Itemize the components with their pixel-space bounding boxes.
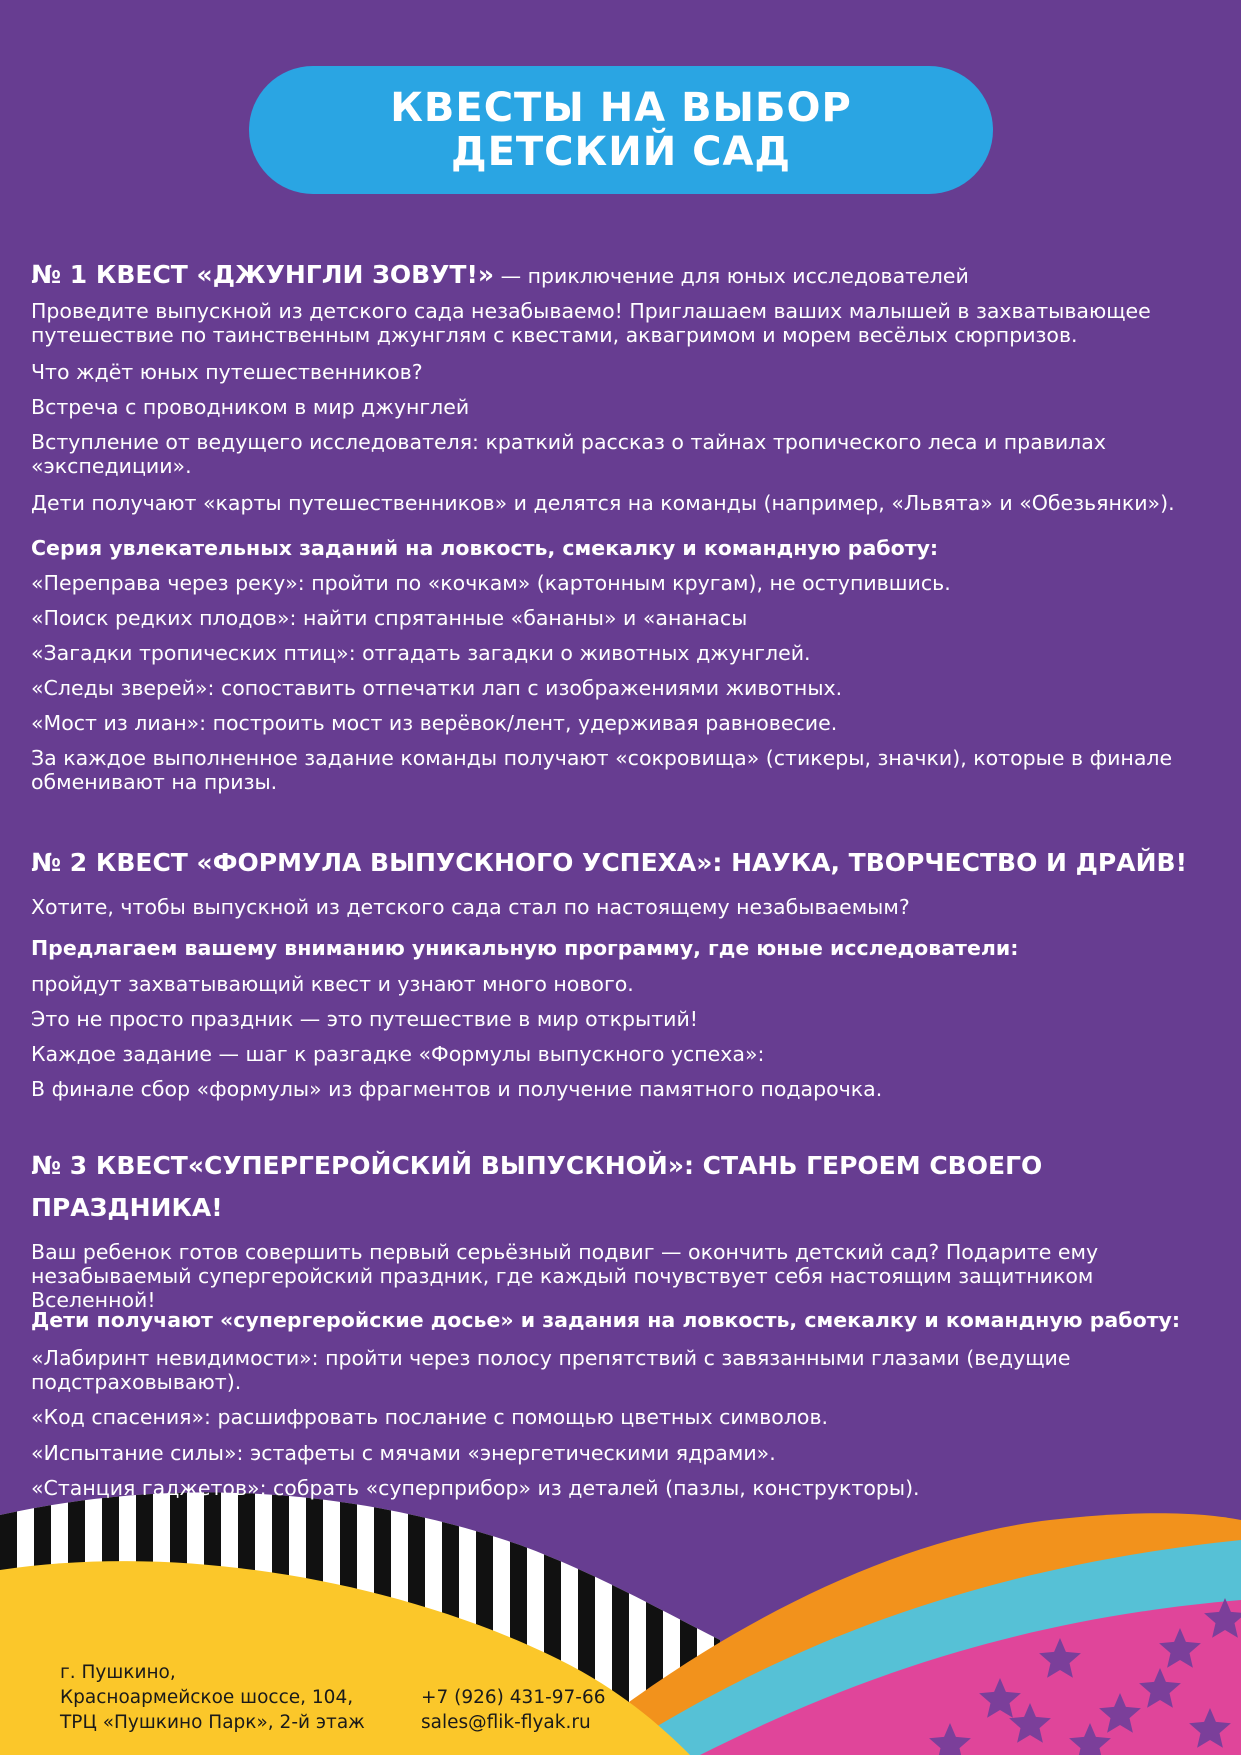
- quest3-heading-line2: ПРАЗДНИКА!: [31, 1193, 223, 1222]
- quest3-task-2: «Код спасения»: расшифровать послание с помощью цветных символов.: [31, 1405, 829, 1429]
- quest1-intro: Проведите выпускной из детского сада незабываемо! Приглашаем ваших малышей в захватывающее путешествие по таинственным джунглям с квестами, аквагримом и морем весёлых сюрпризов.: [31, 299, 1151, 347]
- quest2-line-1: пройдут захватывающий квест и узнают много нового.: [31, 972, 634, 996]
- quest2-heading: № 2 КВЕСТ «ФОРМУЛА ВЫПУСКНОГО УСПЕХА»: НАУКА, ТВОРЧЕСТВО И ДРАЙВ!: [31, 848, 1187, 877]
- phone-link[interactable]: +7 (926) 431-97-66: [421, 1687, 606, 1708]
- quest3-task-4: «Станция гаджетов»: собрать «суперприбор» из деталей (пазлы, конструкторы).: [31, 1476, 920, 1500]
- quest3-intro: Ваш ребенок готов совершить первый серьёзный подвиг — окончить детский сад? Подарите ему незабываемый супергеройский праздник, где каждый почувствует себя настоящим защитником Вселенной!: [31, 1240, 1099, 1312]
- quest1-question: Что ждёт юных путешественников?: [31, 360, 423, 384]
- quest1-task-2: «Поиск редких плодов»: найти спрятанные «бананы» и «ананасы: [31, 606, 748, 630]
- quest1-meet: Встреча с проводником в мир джунглей: [31, 395, 470, 419]
- quest2-question: Хотите, чтобы выпускной из детского сада стал по настоящему незабываемым?: [31, 895, 910, 919]
- email-link[interactable]: sales@flik-flyak.ru: [421, 1712, 591, 1733]
- quest1-rewards: За каждое выполненное задание команды получают «сокровища» (стикеры, значки), которые в финале обменивают на призы.: [31, 746, 1173, 794]
- quest2-offer-title: Предлагаем вашему вниманию уникальную программу, где юные исследователи:: [31, 936, 1019, 960]
- quest1-task-1: «Переправа через реку»: пройти по «кочкам» (картонным кругам), не оступившись.: [31, 571, 951, 595]
- quest3-task-3: «Испытание силы»: эстафеты с мячами «энергетическими ядрами».: [31, 1441, 776, 1465]
- quest1-heading-subtitle: — приключение для юных исследователей: [494, 264, 969, 288]
- quest1-task-3: «Загадки тропических птиц»: отгадать загадки о животных джунглей.: [31, 641, 811, 665]
- quest2-line-4: В финале сбор «формулы» из фрагментов и получение памятного подарочка.: [31, 1077, 883, 1101]
- footer-address: [60, 1660, 365, 1735]
- address-line1: г. Пушкино,: [60, 1662, 176, 1683]
- quest3-tasks-title: Дети получают «супергеройские досье» и задания на ловкость, смекалку и командную работу:: [31, 1308, 1181, 1332]
- header-title-line2: ДЕТСКИЙ САД: [450, 129, 792, 175]
- address-line3: ТРЦ «Пушкино Парк», 2-й этаж: [60, 1712, 365, 1733]
- quest1-teams: Дети получают «карты путешественников» и делятся на команды (например, «Львята» и «Обезьянки»).: [31, 491, 1175, 515]
- header-title-line1: КВЕСТЫ НА ВЫБОР: [390, 85, 852, 131]
- quest1-heading: [31, 254, 1221, 297]
- quest1-series-title: Серия увлекательных заданий на ловкость, смекалку и командную работу:: [31, 536, 939, 560]
- quest3-task-1: «Лабиринт невидимости»: пройти через полосу препятствий с завязанными глазами (ведущие подстраховывают).: [31, 1346, 1071, 1394]
- quest2-line-2: Это не просто праздник — это путешествие в мир открытий!: [31, 1007, 699, 1031]
- header-banner: [249, 66, 993, 194]
- address-line2: Красноармейское шоссе, 104,: [60, 1687, 354, 1708]
- quest3-heading-line1: № 3 КВЕСТ«СУПЕРГЕРОЙСКИЙ ВЫПУСКНОЙ»: СТАНЬ ГЕРОЕМ СВОЕГО: [31, 1151, 1043, 1180]
- quest1-opening: Вступление от ведущего исследователя: краткий рассказ о тайнах тропического леса и правилах «экспедиции».: [31, 430, 1106, 478]
- quest2-line-3: Каждое задание — шаг к разгадке «Формулы выпускного успеха»:: [31, 1042, 765, 1066]
- quest1-heading-title: № 1 КВЕСТ «ДЖУНГЛИ ЗОВУТ!»: [31, 260, 495, 289]
- footer-contacts: [421, 1685, 606, 1735]
- quest1-task-4: «Следы зверей»: сопоставить отпечатки лап с изображениями животных.: [31, 676, 843, 700]
- quest1-task-5: «Мост из лиан»: построить мост из верёвок/лент, удерживая равновесие.: [31, 711, 838, 735]
